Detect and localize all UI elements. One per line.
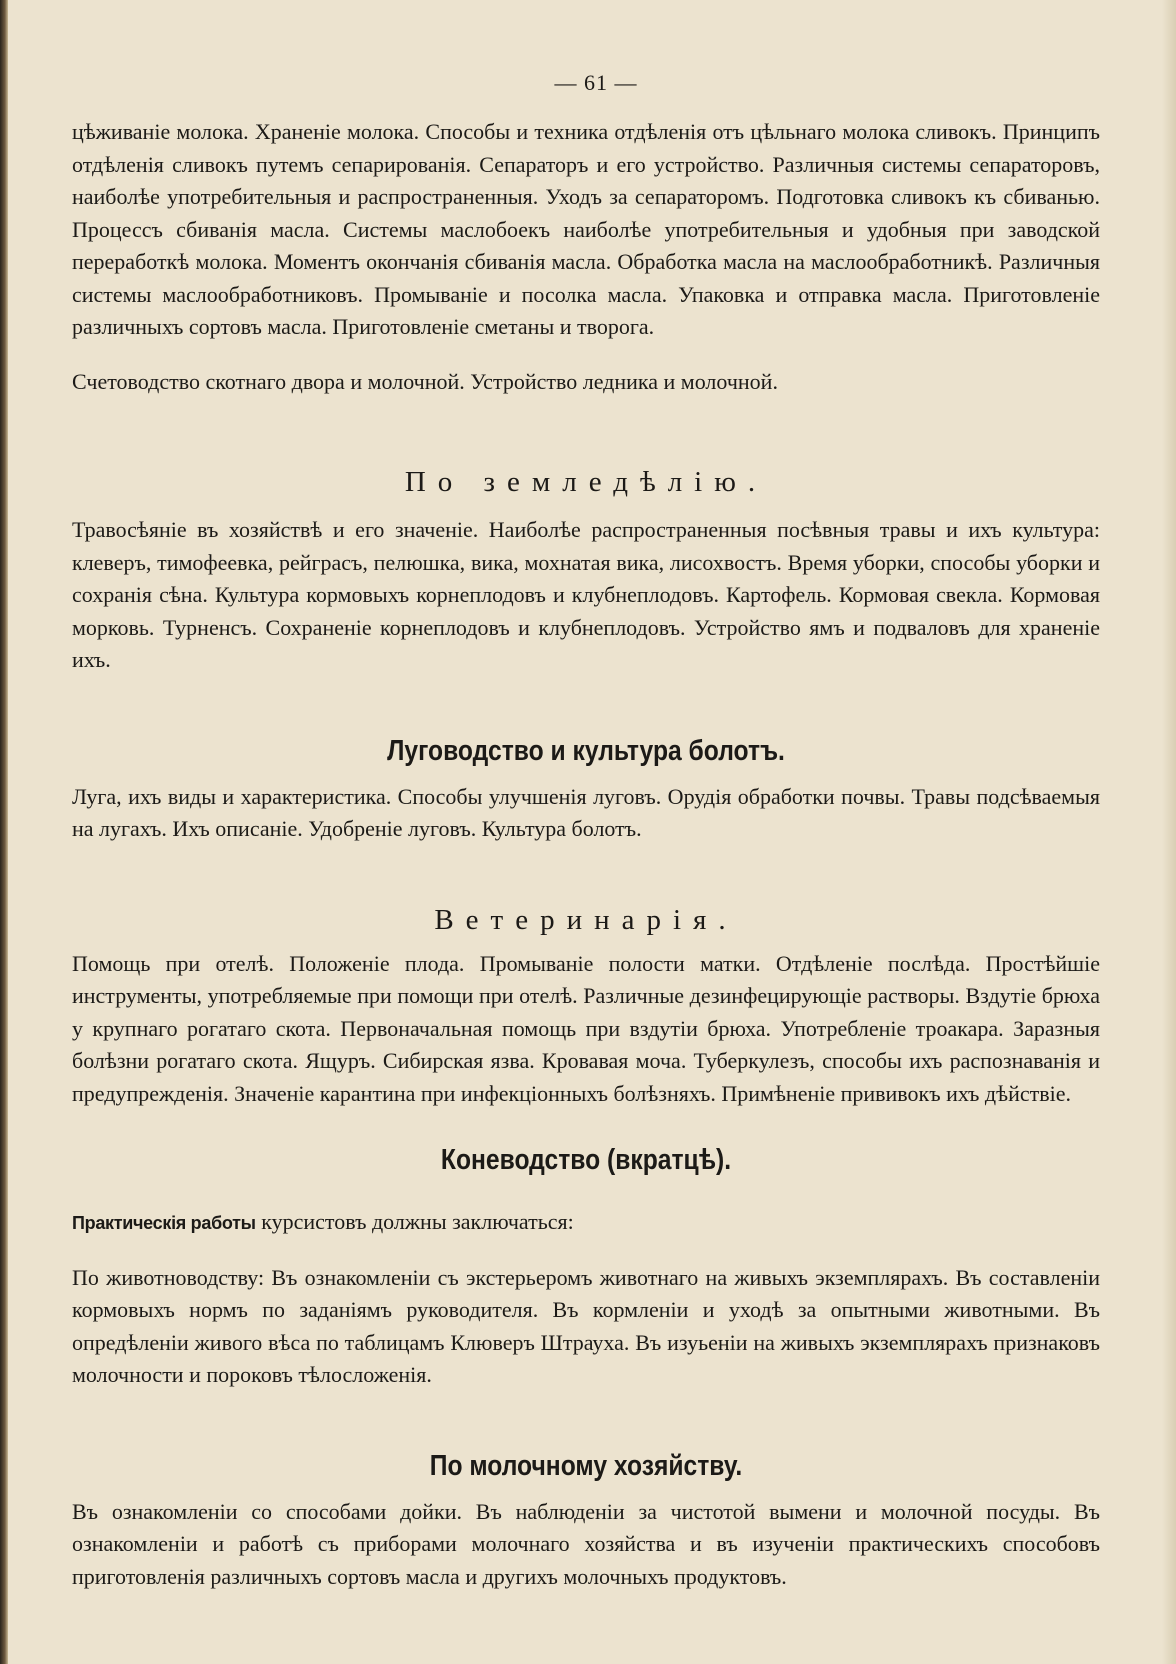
practical-work-lead-bold: Практическія работы <box>72 1213 256 1233</box>
veterinary-paragraph: Помощь при отелѣ. Положеніе плода. Промываніе полости матки. Отдѣленіе послѣда. Простѣйшіе инструменты, употребляемые при помощи при отелѣ. Различные дезинфецирующіе растворы. Вздутіе брюха у крупнаго рогатаго скота. Первоначальная помощь при вздутіи брюха. Употребленіе троакара. Заразныя болѣзни рогатаго скота. Ящуръ. Сибирская язва. Кровавая моча. Туберкулезъ, способы ихъ распознаванія и предупрежденія. Значеніе карантина при инфекціонныхъ болѣзняхъ. Примѣненіе прививокъ ихъ дѣйствіе. <box>72 950 1100 1106</box>
page-content <box>72 70 1100 1593</box>
horses-heading: Коневодство (вкратцѣ). <box>440 1144 732 1176</box>
meadows-heading: Луговодство и культура болотъ. <box>387 734 785 767</box>
practical-work-lead-rest: курсистовъ должны заключаться: <box>255 1209 574 1234</box>
page-binding-edge <box>0 0 8 1664</box>
page-right-edge <box>1162 0 1176 1664</box>
livestock-practice-paragraph: По животноводству: Въ ознакомленіи съ экстерьеромъ животнаго на живыхъ экземплярахъ. Въ составленіи кормовыхъ нормъ по заданіямъ руководителя. Въ кормленіи и уходѣ за опытными животными. Въ опредѣленіи живого вѣса по таблицамъ Клюверъ Штрауха. Въ изуьеніи на живыхъ экземплярахъ признаковъ молочности и пороковъ тѣлосложенія. <box>72 1264 1100 1387</box>
dairy-practice-heading: По молочному хозяйству. <box>429 1449 743 1482</box>
dairy-practice-paragraph: Въ ознакомленіи со способами дойки. Въ наблюденіи за чистотой вымени и молочной посуды. Въ ознакомленіи и работѣ съ приборами молочнаго хозяйства и въ изученіи практическихъ способовъ приготовленія различныхъ сортовъ масла и другихъ молочныхъ продуктовъ. <box>72 1498 1100 1589</box>
agriculture-heading: По земледѣлію. <box>404 466 768 498</box>
meadows-paragraph: Луга, ихъ виды и характеристика. Способы улучшенія луговъ. Орудія обработки почвы. Травы подсѣваемыя на лугахъ. Ихъ описаніе. Удобреніе луговъ. Культура болотъ. <box>72 783 1100 841</box>
page-number: — 61 — <box>554 70 638 95</box>
dairy-processing-paragraph: цѣживаніе молока. Храненіе молока. Способы и техника отдѣленія отъ цѣльнаго молока сливокъ. Принципъ отдѣленія сливокъ путемъ сепарированія. Сепараторъ и его устройство. Различныя системы сепараторовъ, наиболѣе употребительныя и распространенныя. Уходъ за сепараторомъ. Подготовка сливокъ къ сбиванью. Процессъ сбиванія масла. Системы маслобоекъ наиболѣе употребительныя и удобныя при заводской переработкѣ молока. Моментъ окончанія сбиванія масла. Обработка масла на маслообработникѣ. Различныя системы маслообработниковъ. Промываніе и посолка масла. Упаковка и отправка масла. Приготовленіе различныхъ сортовъ масла. Приготовленіе сметаны и творога. <box>72 119 1100 339</box>
accounting-paragraph: Счетоводство скотнаго двора и молочной. Устройство ледника и молочной. <box>72 368 778 394</box>
veterinary-heading: Ветеринарія. <box>434 903 738 936</box>
practical-work-lead <box>72 1206 1100 1240</box>
agriculture-paragraph: Травосѣяніе въ хозяйствѣ и его значеніе. Наиболѣе распространенныя посѣвныя травы и ихъ культура: клеверъ, тимофеевка, рейграсъ, пелюшка, вика, мохнатая вика, лисохвостъ. Время уборки, способы уборки и сохранія сѣна. Культура кормовыхъ корнеплодовъ и клубнеплодовъ. Картофель. Кормовая свекла. Кормовая морковь. Турненсъ. Сохраненіе корнеплодовъ и клубнеплодовъ. Устройство ямъ и подваловъ для храненіе ихъ. <box>72 517 1100 672</box>
